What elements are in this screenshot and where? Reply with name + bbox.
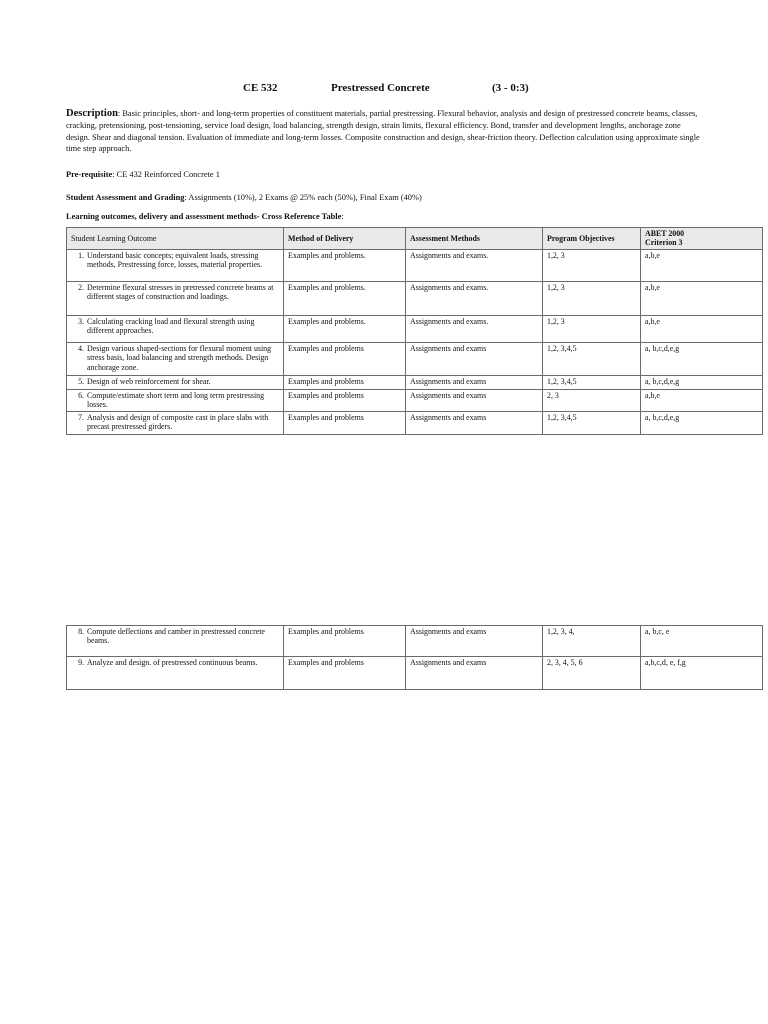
row-delivery: Examples and problems	[284, 411, 406, 434]
header-delivery: Method of Delivery	[284, 228, 406, 250]
row-assessment: Assignments and exams	[406, 411, 543, 434]
header-outcome: Student Learning Outcome	[67, 228, 284, 250]
row-delivery: Examples and problems	[284, 389, 406, 411]
row-abet: a, b,c,d,e,g	[641, 342, 763, 375]
row-abet: a,b,e	[641, 249, 763, 281]
row-assessment: Assignments and exams	[406, 375, 543, 389]
prerequisite-value: : CE 432 Reinforced Concrete 1	[112, 170, 220, 179]
header-assessment: Assessment Methods	[406, 228, 543, 250]
course-title: Prestressed Concrete	[331, 82, 430, 94]
row-number: 8.	[78, 627, 84, 636]
row-number: 7.	[78, 412, 84, 422]
course-description	[66, 108, 706, 155]
row-objectives: 1,2, 3,4,5	[543, 375, 641, 389]
row-objectives: 2, 3	[543, 389, 641, 411]
row-outcome: Calculating cracking load and flexural strength using different approaches.	[87, 316, 255, 336]
row-assessment: Assignments and exams	[406, 626, 543, 657]
course-credits: (3 - 0:3)	[492, 82, 529, 94]
row-outcome: Compute/estimate short term and long term prestressing losses.	[87, 390, 265, 410]
row-delivery: Examples and problems	[284, 657, 406, 690]
row-outcome: Design of web reinforcement for shear.	[87, 376, 211, 386]
row-abet: a, b,c,d,e,g	[641, 411, 763, 434]
row-assessment: Assignments and exams.	[406, 249, 543, 281]
row-number: 3.	[78, 316, 84, 326]
row-delivery: Examples and problems	[284, 342, 406, 375]
header-abet	[641, 228, 763, 250]
cross-reference-table	[66, 227, 763, 435]
row-delivery: Examples and problems.	[284, 315, 406, 342]
row-number: 6.	[78, 390, 84, 400]
table-header-row	[67, 228, 763, 250]
table-row	[67, 626, 763, 657]
grading-value: : Assignments (10%), 2 Exams @ 25% each (50%), Final Exam (40%)	[184, 193, 422, 202]
description-text: : Basic principles, short- and long-term properties of constituent materials, partial prestressing. Flexural behavior, analysis and design of prestressed concrete beams, classes, cracking, pretensioning, post-tensioning, service load design, load balancing, strength design, strain limits, flexural efficiency. Bond, transfer and development lengths, anchorage zone design. Shear and diagonal tension. Evaluation of immediate and long-term losses. Composite construction and design, shear-friction theory. Deflection calculation using approximate single time step approach.	[66, 109, 700, 154]
row-objectives: 1,2, 3, 4,	[543, 626, 641, 657]
row-assessment: Assignments and exams.	[406, 315, 543, 342]
table-row	[67, 342, 763, 375]
table-caption	[66, 212, 344, 221]
row-number: 1.	[78, 250, 84, 260]
table-row	[67, 411, 763, 434]
row-assessment: Assignments and exams	[406, 389, 543, 411]
row-abet: a, b,c, e	[641, 626, 763, 657]
header-abet-line2: Criterion 3	[645, 238, 683, 248]
table-row	[67, 657, 763, 690]
table-row	[67, 315, 763, 342]
row-outcome: Analysis and design of composite cast in place slabs with precast prestressed girders.	[87, 412, 269, 432]
row-number: 9.	[78, 658, 84, 667]
row-objectives: 1,2, 3	[543, 315, 641, 342]
row-outcome: Analyze and design. of prestressed continuous beams.	[87, 658, 258, 667]
row-delivery: Examples and problems	[284, 626, 406, 657]
table-caption-label: Learning outcomes, delivery and assessment methods- Cross Reference Table	[66, 212, 342, 221]
row-objectives: 1,2, 3,4,5	[543, 342, 641, 375]
row-delivery: Examples and problems.	[284, 249, 406, 281]
table-row	[67, 249, 763, 281]
row-outcome: Design various shaped-sections for flexural moment using stress basis, load balancing and strength methods. Design anchorage zone.	[87, 343, 272, 372]
table-caption-suffix: :	[341, 212, 344, 221]
row-objectives: 2, 3, 4, 5, 6	[543, 657, 641, 690]
row-objectives: 1,2, 3,4,5	[543, 411, 641, 434]
row-assessment: Assignments and exams	[406, 342, 543, 375]
row-abet: a,b,e	[641, 315, 763, 342]
table-row	[67, 389, 763, 411]
cross-reference-table-continued	[66, 625, 763, 690]
row-abet: a,b,e	[641, 281, 763, 315]
row-abet: a,b,c,d, e, f,g	[641, 657, 763, 690]
description-label: Description	[66, 108, 118, 119]
row-objectives: 1,2, 3	[543, 281, 641, 315]
prerequisite-label: Pre-requisite	[66, 170, 113, 179]
row-number: 2.	[78, 282, 84, 292]
row-outcome: Compute deflections and camber in prestressed concrete beams.	[87, 627, 265, 646]
row-number: 4.	[78, 343, 84, 353]
row-outcome: Understand basic concepts; equivalent loads, stressing methods, Prestressing force, losses, material properties.	[87, 250, 263, 270]
header-abet-line1: ABET 2000	[645, 229, 685, 238]
course-heading	[0, 82, 768, 98]
prerequisite-line	[66, 170, 220, 179]
table-row	[67, 375, 763, 389]
row-assessment: Assignments and exams.	[406, 281, 543, 315]
row-assessment: Assignments and exams	[406, 657, 543, 690]
row-delivery: Examples and problems	[284, 375, 406, 389]
row-number: 5.	[78, 376, 84, 386]
row-delivery: Examples and problems.	[284, 281, 406, 315]
grading-line	[66, 193, 422, 202]
row-objectives: 1,2, 3	[543, 249, 641, 281]
header-objectives: Program Objectives	[543, 228, 641, 250]
course-code: CE 532	[243, 82, 278, 94]
table-row	[67, 281, 763, 315]
grading-label: Student Assessment and Grading	[66, 193, 185, 202]
row-abet: a, b,c,d,e,g	[641, 375, 763, 389]
row-outcome: Determine flexural stresses in pretressed concrete beams at different stages of construction and loadings.	[87, 282, 274, 302]
row-abet: a,b,e	[641, 389, 763, 411]
